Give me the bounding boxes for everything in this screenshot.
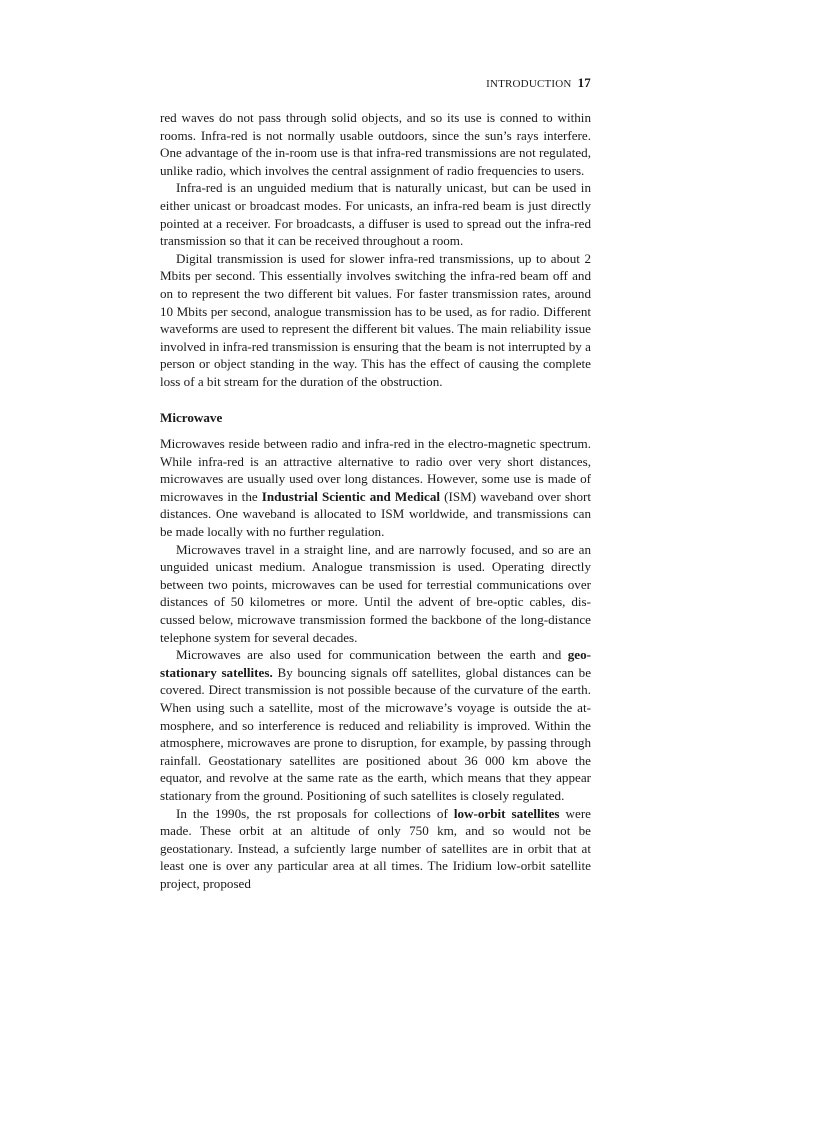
page-number: 17	[577, 75, 591, 90]
paragraph-infrared-digital: Digital transmission is used for slower infra-red transmissions, up to about 2 Mbits per second. This essentially involves switching the infra-red beam off and on to represent the two different bit values. For faster transmission rates, around 10 Mbits per second, analogue transmission has to be used, as for radio. Different waveforms are used to represent the different bit values. The main reliability issue involved in infra-red transmission is ensuring that the beam is not interrupted by a person or object standing in the way. This has the effect of causing the complete loss of a bit stream for the duration of the obstruction.	[160, 250, 591, 389]
paragraph-infrared-intro: red waves do not pass through solid objects, and so its use is conned to within rooms. Infra-red is not normally usable outdoors, since the sun’s rays interfere. One advantage of the in-room use is that infra-red transmissions are not regulated, unlike radio, which involves the central assignment of radio frequencies to users.	[160, 110, 591, 178]
running-header	[160, 75, 591, 91]
section-title: INTRODUCTION	[486, 78, 572, 90]
term-geostationary-satellites: geo-stationary satellites.	[160, 647, 591, 680]
paragraph-infrared-modes: Infra-red is an unguided medium that is naturally unicast, but can be used in either unicast or broadcast modes. For unicasts, an infra-red beam is just directly pointed at a receiver. For broadcasts, a diffuser is used to spread out the infra-red transmission so that it can be received throughout a room.	[160, 180, 591, 249]
paragraph-low-orbit: In the 1990s, the rst proposals for collections of low-orbit satellites were made. These orbit at an altitude of only 750 km, and so would not be geostationary. Instead, a sufciently large number of satellites are in orbit that at least one is over any particular area at all times. The Iridium low-orbit satellite project, proposed	[160, 805, 591, 891]
paragraph-microwave-straight-line: Microwaves travel in a straight line, and are narrowly focused, and so are an unguided unicast medium. Analogue transmission is used. Operating directly between two points, microwaves can be used for terrestial communications over distances of 50 kilometres or more. Until the advent of bre-optic cables, dis-cussed below, microwave transmission formed the backbone of the long-distance telephone system for several decades.	[160, 541, 591, 645]
paragraph-geostationary: Microwaves are also used for communication between the earth and geo-stationary satellites. By bouncing signals off satellites, global distances can be covered. Direct transmission is not possible because of the curvature of the earth. When using such a satellite, most of the microwave’s voyage is outside the at-mosphere, and so interference is reduced and reliability is improved. Within the atmosphere, microwaves are prone to disruption, for example, by passing through rainfall. Geostationary satellites are positioned about 36 000 km above the equator, and revolve at the same rate as the earth, which means that they appear stationary from the ground. Positioning of such satellites is closely regulated.	[160, 647, 592, 803]
term-ism: Industrial Scientic and Medical	[261, 488, 441, 504]
paragraph-microwave-intro: Microwaves reside between radio and infra-red in the electro-magnetic spectrum. While infra-red is an attractive alternative to radio over very short distances, microwaves are usually used over long distances. However, some use is made of microwaves in the Industrial Scientic and Medical (ISM) waveband over short distances. One waveband is allocated to ISM worldwide, and transmissions can be made locally with no further regulation.	[160, 436, 592, 540]
section-heading-microwave: Microwave	[160, 409, 223, 425]
page-body	[160, 109, 591, 893]
term-low-orbit-satellites: low-orbit satellites	[453, 805, 560, 821]
